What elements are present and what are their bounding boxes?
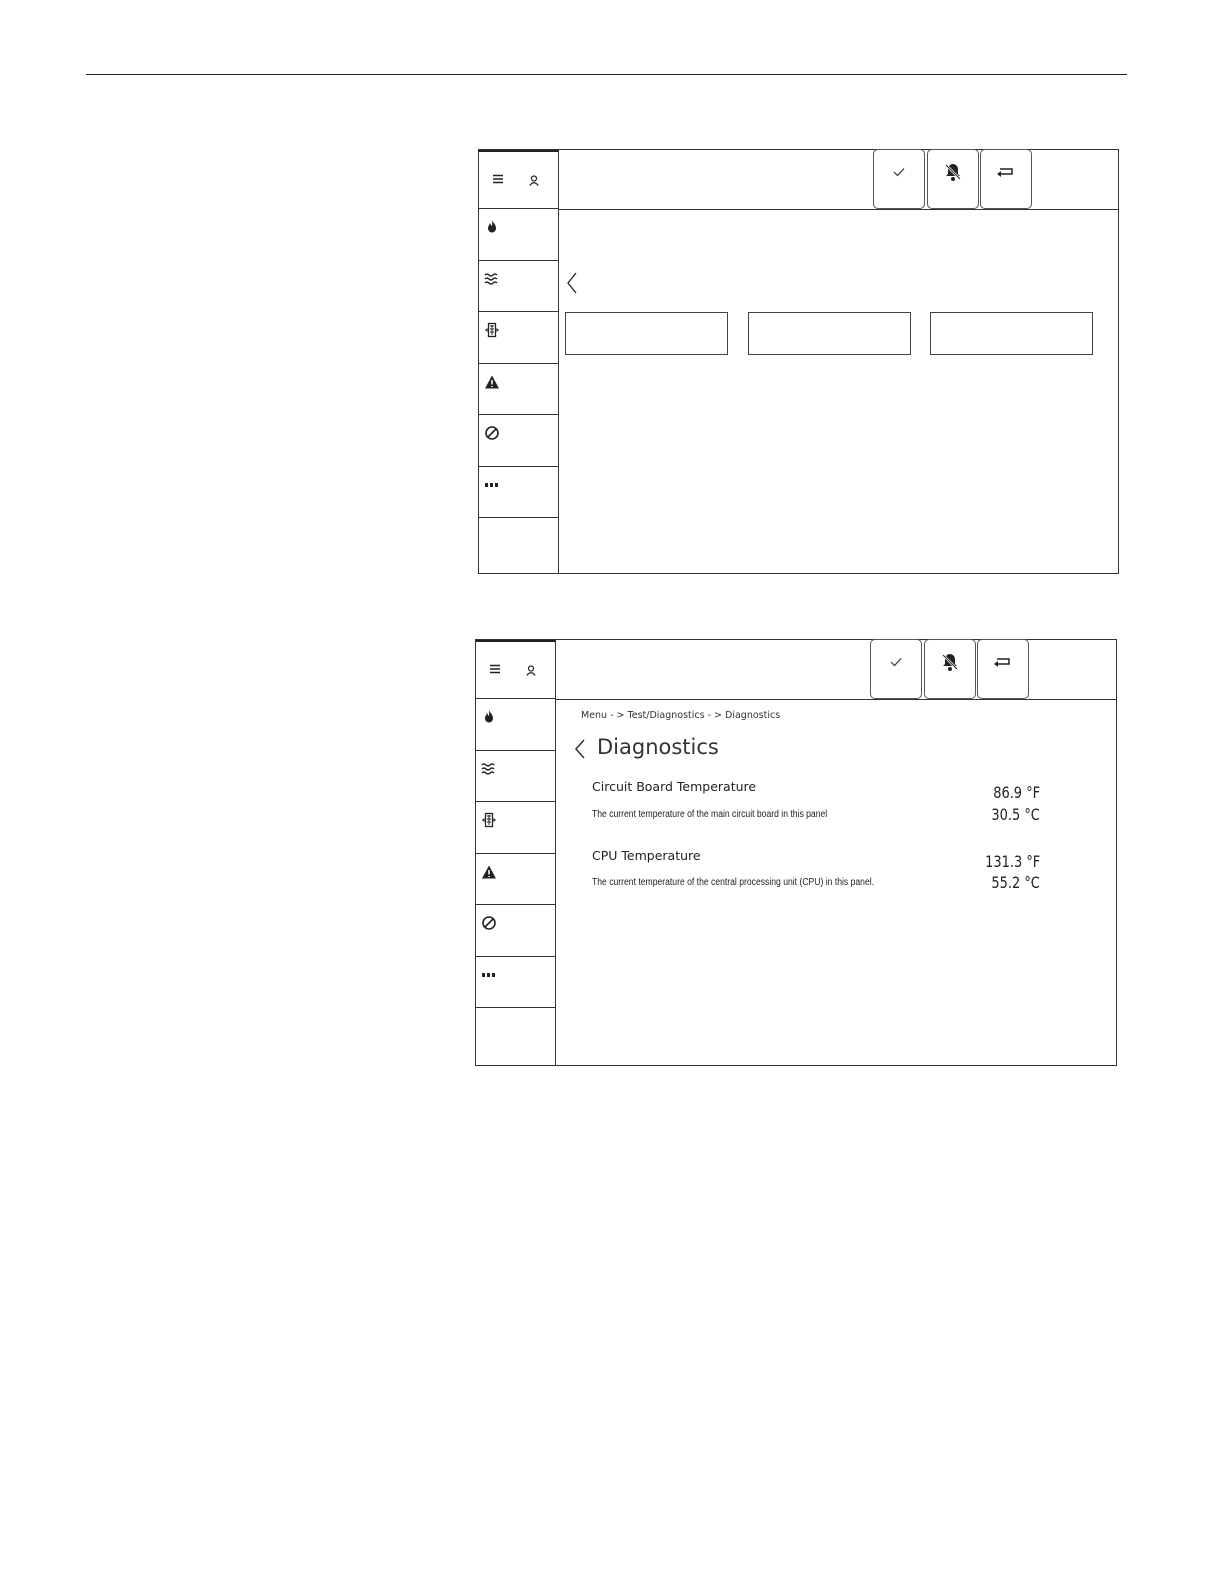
acknowledge-button[interactable] (873, 149, 925, 209)
option-box-2[interactable] (748, 312, 911, 355)
sidebar (479, 150, 559, 573)
page-title: Diagnostics (597, 735, 719, 759)
cpu-temp-celsius: 55.2 °C (991, 873, 1040, 892)
breadcrumb: Menu - > Test/Diagnostics - > Diagnostics (581, 710, 781, 721)
sidebar-item-building[interactable] (476, 802, 555, 854)
bell-silence-icon (943, 162, 963, 182)
silence-button[interactable] (927, 149, 979, 209)
user-icon[interactable] (529, 175, 539, 186)
panel-screen-1 (478, 149, 1119, 574)
cpu-temp-fahrenheit: 131.3 °F (984, 852, 1040, 871)
warning-icon (481, 864, 497, 880)
sidebar-item-waves[interactable] (479, 261, 558, 313)
sidebar-item-disabled[interactable] (476, 905, 555, 957)
top-bar (556, 640, 1116, 700)
building-icon (481, 812, 497, 828)
circuit-board-temp-description: The current temperature of the main circuit board in this panel (592, 809, 828, 820)
sidebar-header (479, 150, 558, 209)
waves-icon (484, 271, 500, 287)
sidebar-item-waves[interactable] (476, 751, 555, 803)
page-rule (86, 74, 1127, 75)
waves-icon (481, 761, 497, 777)
checkmark-icon (890, 657, 902, 667)
acknowledge-button[interactable] (870, 639, 922, 699)
sidebar (476, 640, 556, 1065)
circuit-board-temp-celsius: 30.5 °C (991, 805, 1040, 824)
sidebar-item-fire[interactable] (476, 699, 555, 751)
sidebar-item-warning[interactable] (479, 364, 558, 416)
cpu-temp-title: CPU Temperature (592, 848, 701, 863)
silence-button[interactable] (924, 639, 976, 699)
return-button[interactable] (980, 149, 1032, 209)
return-icon (996, 166, 1016, 178)
cpu-temp-description: The current temperature of the central processing unit (CPU) in this panel. (592, 877, 875, 888)
circuit-board-temp-fahrenheit: 86.9 °F (993, 783, 1040, 802)
back-chevron-icon[interactable] (566, 272, 578, 294)
fire-icon (481, 709, 497, 725)
sidebar-item-empty (479, 518, 558, 570)
panel-screen-2 (475, 639, 1117, 1066)
fire-icon (484, 219, 500, 235)
more-icon (481, 967, 497, 983)
circuit-board-temp-title: Circuit Board Temperature (592, 779, 757, 794)
sidebar-item-more[interactable] (476, 957, 555, 1009)
warning-icon (484, 374, 500, 390)
sidebar-item-warning[interactable] (476, 854, 555, 906)
return-button[interactable] (977, 639, 1029, 699)
return-icon (993, 656, 1013, 668)
option-box-1[interactable] (565, 312, 728, 355)
sidebar-item-more[interactable] (479, 467, 558, 519)
menu-icon[interactable] (492, 174, 504, 184)
checkmark-icon (893, 167, 905, 177)
sidebar-item-fire[interactable] (479, 209, 558, 261)
sidebar-item-disabled[interactable] (479, 415, 558, 467)
disabled-icon (484, 425, 500, 441)
top-bar (559, 150, 1118, 210)
sidebar-item-building[interactable] (479, 312, 558, 364)
menu-icon[interactable] (489, 664, 501, 674)
back-chevron-icon[interactable] (574, 739, 586, 759)
sidebar-header (476, 640, 555, 699)
user-icon[interactable] (526, 665, 536, 676)
sidebar-item-empty (476, 1008, 555, 1060)
bell-silence-icon (940, 652, 960, 672)
disabled-icon (481, 915, 497, 931)
building-icon (484, 322, 500, 338)
option-box-3[interactable] (930, 312, 1093, 355)
more-icon (484, 477, 500, 493)
